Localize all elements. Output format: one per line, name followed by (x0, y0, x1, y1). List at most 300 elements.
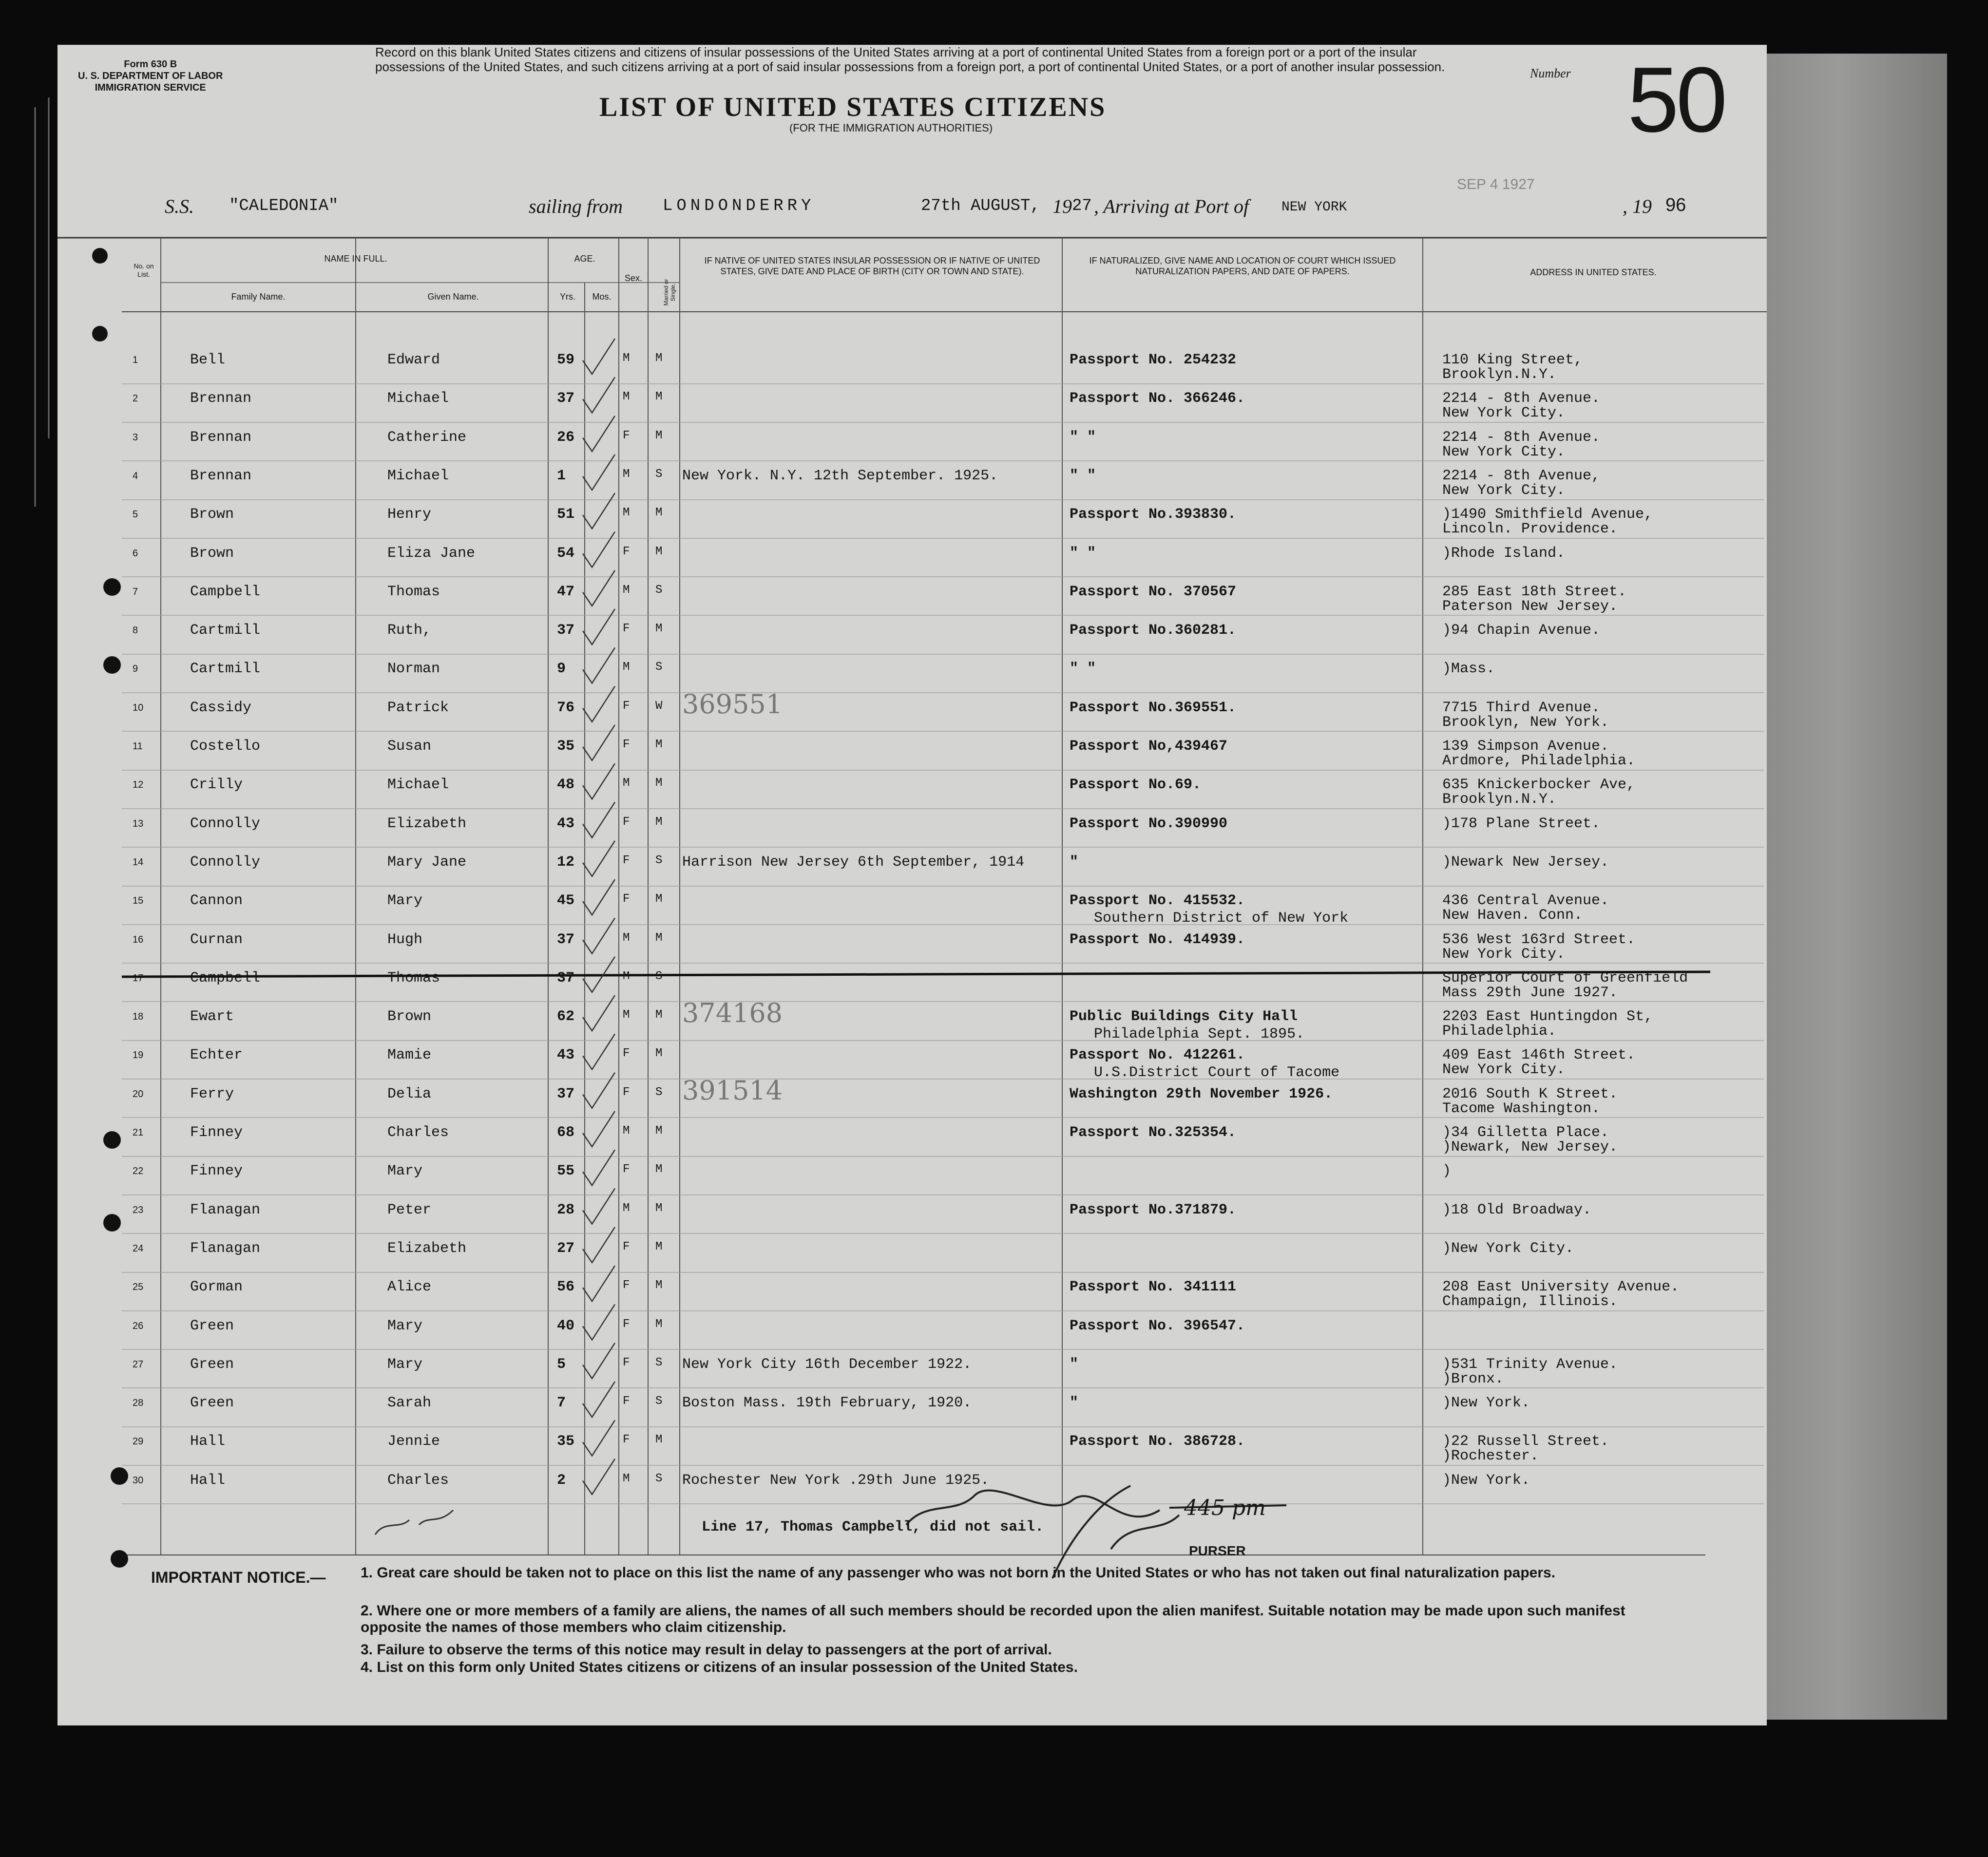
sex: M (623, 1201, 630, 1215)
naturalization: Passport No. 396547. (1070, 1317, 1245, 1334)
notice-item-2: 2. Where one or more members of a family are aliens, the names of all such members should be recorded upon the alien manifest. Suitable notation may be made upon such manifest opposite the names of those members who claim citizenship. (361, 1603, 1625, 1635)
check-mark (583, 339, 615, 374)
notice-title: IMPORTANT NOTICE.— (151, 1569, 326, 1586)
check-mark (583, 1382, 615, 1417)
age-years: 43 (557, 815, 575, 832)
address-line-2: New Haven. Conn. (1442, 907, 1583, 924)
birth-place: Harrison New Jersey 6th September, 1914 (682, 853, 1025, 871)
row-number: 11 (133, 741, 143, 752)
row-number: 18 (133, 1011, 144, 1023)
marital-status: M (655, 1279, 663, 1292)
marital-status: S (655, 1395, 663, 1408)
family-name: Green (190, 1356, 234, 1373)
check-mark (583, 841, 615, 876)
sex: F (623, 622, 630, 636)
naturalization-line-2: Philadelphia Sept. 1895. (1094, 1026, 1305, 1043)
row-number: 16 (133, 934, 144, 945)
age-years: 56 (557, 1279, 575, 1296)
col-naturalization: IF NATURALIZED, GIVE NAME AND LOCATION OF COURT WHICH ISSUED NATURALIZATION PAPERS, AND DATE OF PAPERS. (1089, 256, 1396, 276)
address-line-2: Tacome Washington. (1442, 1100, 1601, 1117)
address-line-2: )Rochester. (1442, 1448, 1539, 1465)
row-number: 4 (133, 470, 138, 481)
marital-status: M (655, 1201, 663, 1215)
marital-status: M (655, 738, 663, 751)
arrival-stamp: SEP 4 1927 (1457, 176, 1535, 192)
given-name: Thomas (387, 969, 440, 986)
sex: F (623, 429, 630, 442)
given-name: Hugh (387, 931, 423, 948)
age-years: 5 (557, 1356, 566, 1373)
address-line-1: 2214 - 8th Avenue. (1442, 390, 1601, 407)
family-name: Connolly (190, 815, 261, 832)
arriving-label: , Arriving at Port of (1094, 195, 1249, 217)
age-years: 59 (557, 352, 575, 368)
naturalization: Passport No.325354. (1070, 1124, 1237, 1141)
check-mark (583, 1034, 615, 1069)
row-number: 17 (133, 972, 144, 984)
given-name: Mamie (387, 1047, 432, 1064)
col-age-months: Mos. (592, 292, 612, 302)
sex: F (623, 1163, 630, 1176)
form-number: Form 630 B (124, 59, 177, 70)
given-name: Charles (387, 1472, 449, 1489)
address-line-2: New York City. (1442, 482, 1566, 499)
sex: F (623, 1356, 630, 1369)
col-address: ADDRESS IN UNITED STATES. (1530, 267, 1657, 277)
marital-status: M (655, 506, 663, 520)
address-line-1: 7715 Third Avenue. (1442, 699, 1601, 716)
row-number: 25 (133, 1282, 144, 1293)
check-mark (583, 532, 615, 568)
naturalization-line-2: Southern District of New York (1094, 910, 1349, 927)
naturalization: Passport No. 370567 (1070, 583, 1237, 600)
address-line-1: Superior Court of Greenfield (1442, 969, 1688, 986)
age-years: 35 (557, 1433, 575, 1450)
address-line-1: 536 West 163rd Street. (1442, 931, 1636, 948)
row-number: 19 (133, 1050, 144, 1061)
ship-name: "CALEDONIA" (229, 197, 339, 215)
address-line-2: )Newark, New Jersey. (1442, 1139, 1618, 1156)
row-number: 8 (133, 625, 138, 636)
sex: M (623, 506, 630, 520)
number-value: 50 (1627, 48, 1725, 152)
row-number: 1 (133, 355, 138, 365)
age-years: 26 (557, 429, 575, 446)
address-line-1: 208 East University Avenue. (1442, 1279, 1680, 1296)
time-note: 445 pm (1184, 1496, 1266, 1520)
col-age: AGE. (574, 254, 595, 264)
naturalization: Passport No. 341111 (1070, 1279, 1237, 1296)
line17-note: Line 17, Thomas Campbell, did not sail. (702, 1519, 1044, 1535)
naturalization: Passport No. 386728. (1070, 1433, 1245, 1450)
birth-place: Rochester New York .29th June 1925. (682, 1472, 990, 1489)
row-number: 3 (133, 432, 138, 443)
given-name: Jennie (387, 1433, 440, 1450)
sex: M (623, 661, 630, 674)
row-number: 5 (133, 509, 138, 520)
family-name: Finney (190, 1163, 243, 1180)
given-name: Eliza Jane (387, 545, 476, 562)
address-line-1: 2214 - 8th Avenue. (1442, 429, 1601, 446)
check-mark (583, 725, 615, 760)
row-number: 12 (133, 779, 144, 791)
sex: M (623, 467, 630, 481)
check-mark (583, 1227, 615, 1263)
naturalization: Passport No.393830. (1070, 506, 1237, 523)
naturalization: Passport No.360281. (1070, 622, 1237, 639)
sex: M (623, 1008, 630, 1022)
marital-status: M (655, 1317, 663, 1331)
marital-status: M (655, 1124, 663, 1137)
row-number: 10 (133, 702, 144, 713)
sex: F (623, 1279, 630, 1292)
family-name: Brennan (190, 390, 252, 407)
given-name: Delia (387, 1085, 432, 1102)
marital-status: M (655, 545, 663, 558)
ss-label: S.S. (165, 195, 194, 217)
family-name: Hall (190, 1433, 226, 1450)
address-line-2: Champaign, Illinois. (1442, 1293, 1618, 1310)
family-name: Brennan (190, 467, 252, 484)
sex: F (623, 1395, 630, 1408)
page-subtitle: (FOR THE IMMIGRATION AUTHORITIES) (789, 122, 993, 134)
naturalization: Passport No.390990 (1070, 815, 1228, 832)
age-years: 68 (557, 1124, 575, 1141)
age-years: 76 (557, 699, 575, 716)
age-years: 37 (557, 931, 575, 948)
age-years: 45 (557, 892, 575, 910)
row-number: 22 (133, 1166, 144, 1177)
port-from: LONDONDERRY (663, 197, 815, 215)
given-name: Susan (387, 738, 432, 755)
family-name: Flanagan (190, 1240, 261, 1257)
address-line-1: )Mass. (1442, 661, 1495, 678)
family-name: Curnan (190, 931, 243, 948)
address-line-1: 2016 South K Street. (1442, 1085, 1618, 1102)
naturalization-line-2: U.S.District Court of Tacome (1094, 1064, 1340, 1081)
family-name: Crilly (190, 777, 243, 794)
sex: F (623, 892, 630, 906)
row-number: 26 (133, 1320, 144, 1331)
check-mark (583, 879, 615, 915)
naturalization: Public Buildings City Hall (1070, 1008, 1298, 1025)
given-name: Henry (387, 506, 432, 523)
family-name: Cartmill (190, 622, 261, 639)
given-name: Alice (387, 1279, 432, 1296)
address-line-1: )1490 Smithfield Avenue, (1442, 506, 1653, 523)
age-years: 37 (557, 390, 575, 407)
age-years: 37 (557, 622, 575, 639)
address-line-1: )531 Trinity Avenue. (1442, 1356, 1618, 1373)
department-name: U. S. DEPARTMENT OF LABOR (78, 71, 223, 81)
form-identifier (78, 58, 223, 94)
age-years: 47 (557, 583, 575, 600)
check-mark (583, 1073, 615, 1108)
check-mark (583, 493, 615, 529)
marital-status: S (655, 969, 663, 983)
check-mark (583, 570, 615, 606)
check-mark (583, 647, 615, 683)
address-line-1: 110 King Street, (1442, 352, 1583, 368)
address-line-1: )34 Gilletta Place. (1442, 1124, 1609, 1141)
address-line-1: 2203 East Huntingdon St, (1442, 1008, 1653, 1025)
marital-status: M (655, 815, 663, 829)
address-line-1: 139 Simpson Avenue. (1442, 738, 1609, 755)
row-number: 29 (133, 1436, 144, 1447)
birth-place: Boston Mass. 19th February, 1920. (682, 1395, 972, 1412)
address-line-2: New York City. (1442, 1061, 1566, 1079)
marital-status: S (655, 583, 663, 597)
given-name: Thomas (387, 583, 440, 600)
sex: F (623, 1433, 630, 1447)
naturalization: Passport No. 254232 (1070, 352, 1237, 368)
sex: F (623, 1047, 630, 1061)
given-name: Elizabeth (387, 815, 467, 832)
col-list-number: No. on List. (134, 262, 154, 278)
page-title: LIST OF UNITED STATES CITIZENS (599, 92, 1107, 122)
given-name: Elizabeth (387, 1240, 467, 1257)
age-years: 28 (557, 1201, 575, 1218)
age-years: 9 (557, 661, 566, 678)
check-mark (583, 918, 615, 954)
naturalization: " " (1070, 429, 1096, 446)
naturalization: " " (1070, 545, 1096, 562)
birth-place: 374168 (682, 998, 783, 1029)
row-number: 28 (133, 1398, 144, 1409)
address-line-2: New York City. (1442, 946, 1566, 963)
marital-status: M (655, 1240, 663, 1253)
age-years: 43 (557, 1047, 575, 1064)
naturalization: " (1070, 1356, 1079, 1373)
family-name: Connolly (190, 853, 261, 871)
address-line-1: )178 Plane Street. (1442, 815, 1601, 832)
check-mark (583, 802, 615, 838)
naturalization: Washington 29th November 1926. (1070, 1085, 1333, 1102)
address-line-2: Brooklyn.N.Y. (1442, 791, 1557, 808)
number-label: Number (1530, 66, 1571, 80)
marital-status: S (655, 1472, 663, 1485)
family-name: Ewart (190, 1008, 234, 1025)
naturalization: Passport No. 366246. (1070, 390, 1245, 407)
sex: M (623, 1124, 630, 1137)
address-line-1: )Rhode Island. (1442, 545, 1566, 562)
address-line-1: )New York. (1442, 1395, 1530, 1412)
given-name: Mary (387, 1356, 423, 1373)
age-years: 62 (557, 1008, 575, 1025)
given-name: Norman (387, 661, 440, 678)
sex: F (623, 1317, 630, 1331)
given-name: Peter (387, 1201, 432, 1218)
family-name: Cartmill (190, 661, 261, 678)
address-line-1: )New York City. (1442, 1240, 1574, 1257)
check-mark (583, 1266, 615, 1301)
age-years: 7 (557, 1395, 566, 1412)
row-number: 21 (133, 1127, 144, 1138)
address-line-2: New York City. (1442, 443, 1566, 460)
sex: F (623, 699, 630, 713)
row-number: 23 (133, 1204, 144, 1215)
service-name: IMMIGRATION SERVICE (95, 82, 206, 93)
age-years: 37 (557, 969, 575, 986)
family-name: Gorman (190, 1279, 243, 1296)
address-line-1: 409 East 146th Street. (1442, 1047, 1636, 1064)
marital-status: M (655, 1433, 663, 1447)
family-name: Finney (190, 1124, 243, 1141)
age-years: 12 (557, 853, 575, 871)
family-name: Ferry (190, 1085, 234, 1102)
family-name: Brown (190, 506, 234, 523)
age-years: 54 (557, 545, 575, 562)
row-number: 27 (133, 1359, 144, 1370)
given-name: Mary Jane (387, 853, 467, 871)
sex: F (623, 1240, 630, 1253)
notice-item-3: 3. Failure to observe the terms of this notice may result in delay to passengers at the port of arrival. (361, 1642, 1052, 1658)
notice-item-4: 4. List on this form only United States citizens or citizens of an insular possession of the United States. (361, 1659, 1078, 1675)
check-mark (583, 1459, 615, 1495)
row-number: 15 (133, 895, 144, 907)
address-line-1: )22 Russell Street. (1442, 1433, 1609, 1450)
intro-instructions: Record on this blank United States citizens and citizens of insular possessions of the United States arriving at a port of continental United States from a foreign port or a port of the insular possessions of the United States, and such citizens arriving at a port of said insular possessions from a foreign port, a port of continental United States, or a port of another insular possession. (375, 45, 1445, 74)
row-number: 9 (133, 663, 138, 675)
given-name: Brown (387, 1008, 432, 1025)
address-line-1: 2214 - 8th Avenue, (1442, 467, 1601, 484)
family-name: Echter (190, 1047, 243, 1064)
given-name: Michael (387, 390, 449, 407)
col-family-name: Family Name. (231, 292, 286, 302)
marital-status: M (655, 1008, 663, 1022)
naturalization: " " (1070, 467, 1096, 484)
sex: M (623, 931, 630, 945)
birth-place: New York City 16th December 1922. (682, 1356, 972, 1373)
address-line-1: 635 Knickerbocker Ave, (1442, 777, 1636, 794)
check-mark (583, 763, 615, 799)
naturalization: Passport No.369551. (1070, 699, 1237, 716)
sex: M (623, 969, 630, 983)
check-mark (583, 1150, 615, 1185)
check-mark (583, 1343, 615, 1379)
row-number: 13 (133, 818, 144, 829)
sex: F (623, 738, 630, 751)
check-mark (583, 686, 615, 722)
col-birth-place: IF NATIVE OF UNITED STATES INSULAR POSSESSION OR IF NATIVE OF UNITED STATES, GIVE DATE AND PLACE OF BIRTH (CITY OR TOWN AND STATE). (704, 256, 1040, 276)
sex: F (623, 1085, 630, 1099)
marital-status: M (655, 429, 663, 442)
given-name: Sarah (387, 1395, 432, 1412)
marital-status: M (655, 892, 663, 906)
address-line-2: New York City. (1442, 405, 1566, 422)
given-name: Charles (387, 1124, 449, 1141)
naturalization: " (1070, 853, 1079, 871)
given-name: Mary (387, 1163, 423, 1180)
col-sex: Sex. (624, 273, 643, 283)
given-name: Mary (387, 1317, 423, 1334)
age-years: 37 (557, 1085, 575, 1102)
naturalization: " (1070, 1395, 1079, 1412)
family-name: Bell (190, 352, 226, 368)
marital-status: S (655, 661, 663, 674)
naturalization: Passport No. 412261. (1070, 1047, 1245, 1064)
marital-status: S (655, 853, 663, 867)
row-number: 14 (133, 856, 144, 868)
given-name: Patrick (387, 699, 449, 716)
address-line-1: 436 Central Avenue. (1442, 892, 1609, 910)
check-mark (583, 609, 615, 644)
row-number: 30 (133, 1475, 144, 1486)
check-mark (583, 995, 615, 1031)
col-age-years: Yrs. (559, 292, 575, 302)
check-mark (583, 1305, 615, 1340)
purser-label: PURSER (1189, 1543, 1246, 1558)
marital-status: M (655, 931, 663, 945)
check-mark (583, 416, 615, 452)
address-line-2: Paterson New Jersey. (1442, 598, 1618, 615)
address-line-2: Philadelphia. (1442, 1023, 1557, 1040)
birth-place: 369551 (682, 688, 783, 720)
marital-status: M (655, 1047, 663, 1061)
check-mark (583, 455, 615, 490)
address-line-1: )94 Chapin Avenue. (1442, 622, 1601, 639)
given-name: Edward (387, 352, 440, 368)
notice-item-1: 1. Great care should be taken not to place on this list the name of any passenger who was not born in the United States or who has not taken out final naturalization papers. (361, 1565, 1556, 1581)
age-years: 1 (557, 467, 566, 484)
sex: M (623, 1472, 630, 1485)
family-name: Campbell (190, 969, 261, 986)
check-mark (583, 1189, 615, 1224)
arrive-year: 96 (1665, 195, 1686, 215)
age-years: 55 (557, 1163, 575, 1180)
marital-status: M (655, 390, 663, 404)
given-name: Catherine (387, 429, 467, 446)
family-name: Brown (190, 545, 234, 562)
sex: M (623, 390, 630, 404)
marital-status: M (655, 622, 663, 636)
birth-place: New York. N.Y. 12th September. 1925. (682, 467, 998, 484)
sailing-date: 27th AUGUST, (921, 197, 1040, 215)
age-years: 35 (557, 738, 575, 755)
row-number: 20 (133, 1088, 144, 1099)
given-name: Michael (387, 467, 449, 484)
naturalization: Passport No,439467 (1070, 738, 1228, 755)
sailing-label: sailing from (529, 195, 623, 217)
col-name-in-full: NAME IN FULL. (324, 254, 387, 264)
arrive-year-prefix: , 19 (1623, 195, 1652, 217)
age-years: 48 (557, 777, 575, 794)
naturalization: Passport No.371879. (1070, 1201, 1237, 1218)
sex: M (623, 352, 630, 365)
sex: M (623, 583, 630, 597)
address-line-2: Brooklyn, New York. (1442, 714, 1609, 731)
marital-status: M (655, 1163, 663, 1176)
age-years: 2 (557, 1472, 566, 1489)
row-number: 24 (133, 1243, 144, 1254)
col-given-name: Given Name. (427, 292, 479, 302)
address-line-1: 285 East 18th Street. (1442, 583, 1627, 600)
naturalization: Passport No. 414939. (1070, 931, 1245, 948)
sex: F (623, 545, 630, 558)
address-line-2: Lincoln. Providence. (1442, 521, 1618, 538)
family-name: Flanagan (190, 1201, 261, 1218)
family-name: Green (190, 1317, 234, 1334)
check-mark (583, 377, 615, 413)
sex: F (623, 815, 630, 829)
marital-status: M (655, 352, 663, 365)
family-name: Cassidy (190, 699, 252, 716)
check-mark (583, 1111, 615, 1147)
row-number: 2 (133, 393, 138, 404)
age-years: 40 (557, 1317, 575, 1334)
naturalization: " " (1070, 661, 1096, 678)
given-name: Mary (387, 892, 423, 910)
